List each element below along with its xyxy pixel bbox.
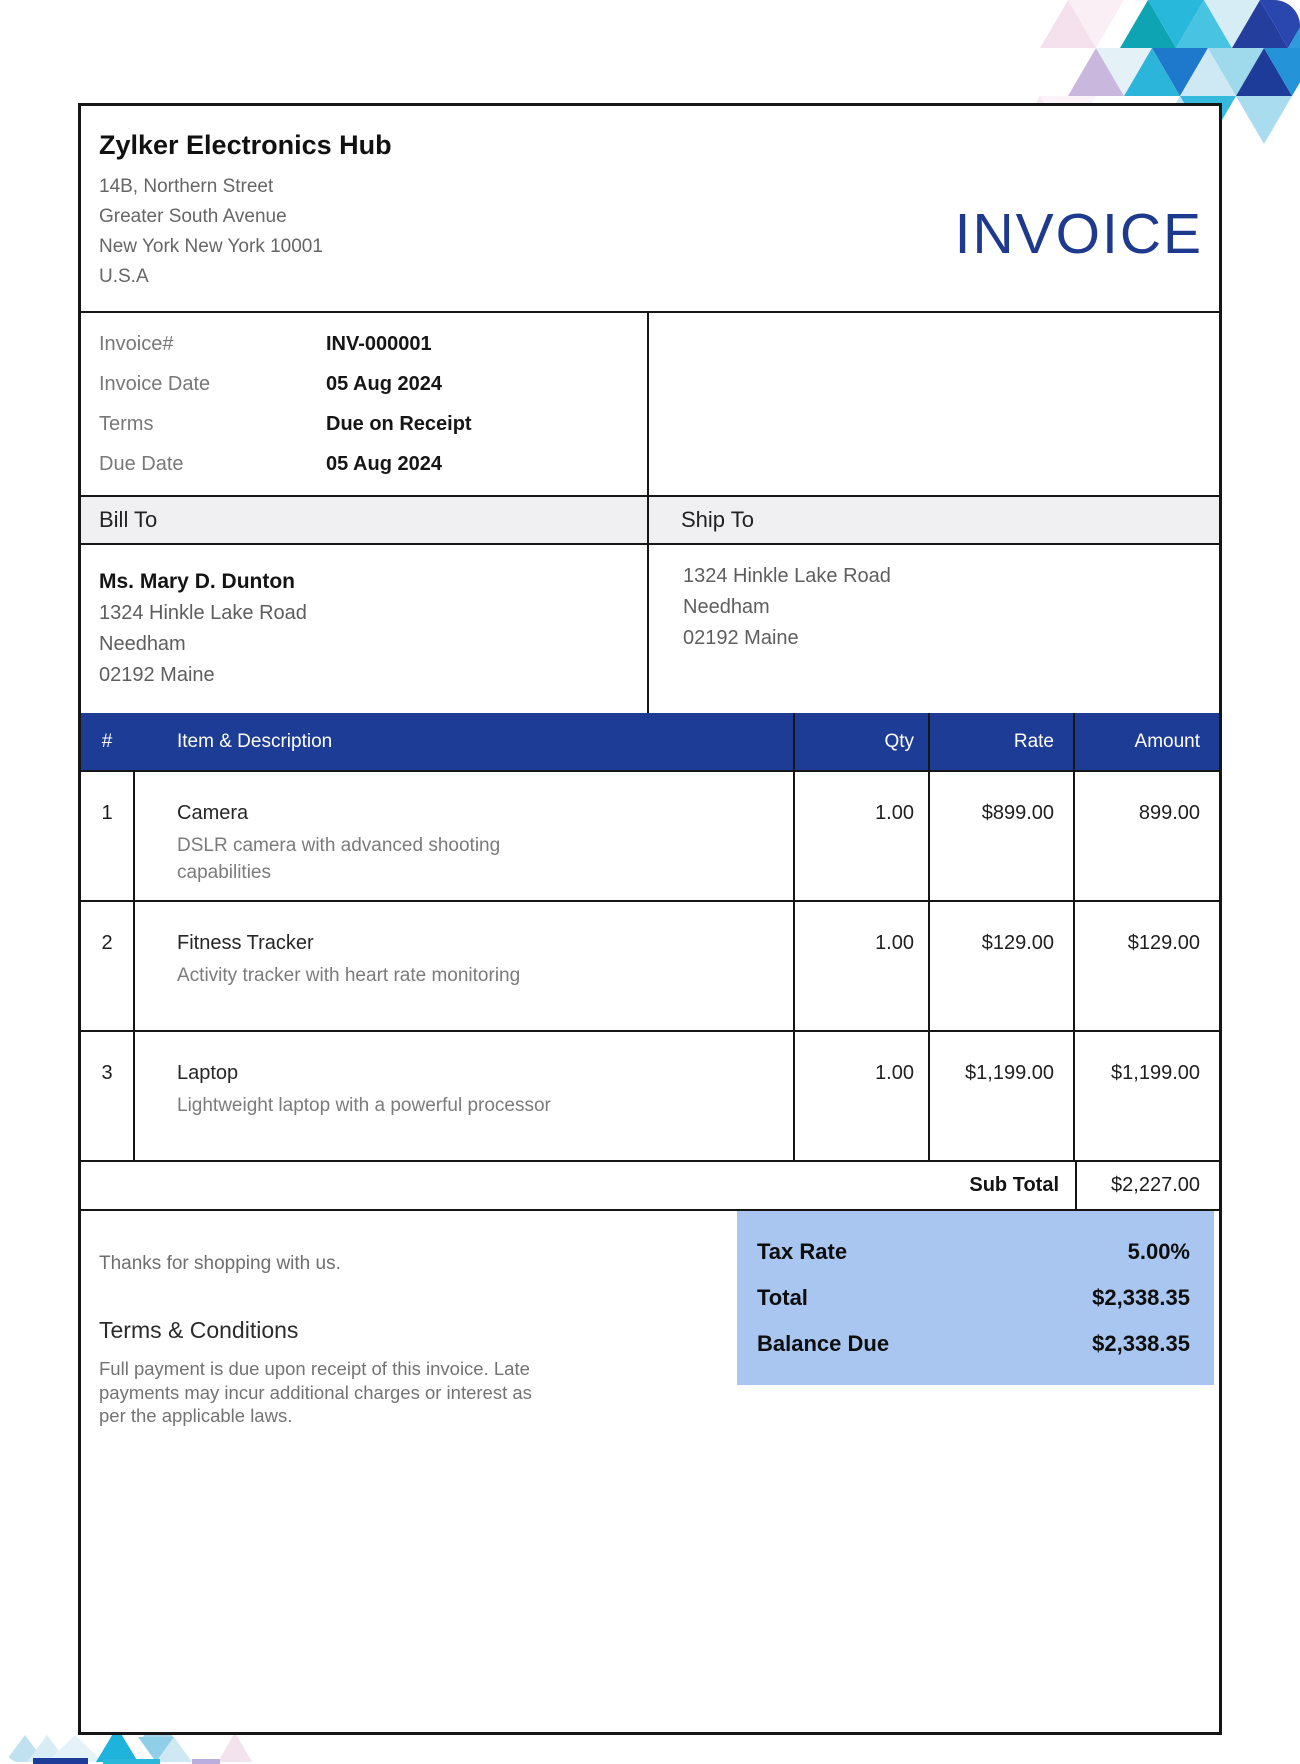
invoice-number-value: INV-000001 xyxy=(326,333,432,355)
tax-rate-value: 5.00% xyxy=(1127,1239,1190,1264)
tax-rate-row xyxy=(757,1229,1190,1275)
column-header-number: # xyxy=(81,713,135,770)
invoice-number-label: Invoice# xyxy=(99,333,174,355)
bill-to-name: Ms. Mary D. Dunton xyxy=(99,570,296,593)
subtotal-value: $2,227.00 xyxy=(1075,1162,1219,1209)
invoice-border-box xyxy=(78,103,1222,1735)
ship-to-address xyxy=(683,561,1219,654)
company-address-line: Greater South Avenue xyxy=(99,206,287,227)
item-row xyxy=(81,902,1219,1032)
column-header-rate: Rate xyxy=(930,713,1075,770)
item-number: 3 xyxy=(81,1032,135,1160)
invoice-date-row xyxy=(99,364,647,404)
company-address-line: 14B, Northern Street xyxy=(99,176,274,197)
invoice-date-value: 05 Aug 2024 xyxy=(326,373,442,395)
item-name: Laptop xyxy=(177,1062,239,1084)
balance-due-label: Balance Due xyxy=(757,1331,890,1356)
due-date-value: 05 Aug 2024 xyxy=(326,453,442,475)
total-label: Total xyxy=(757,1285,808,1310)
item-row xyxy=(81,1032,1219,1162)
item-amount: $129.00 xyxy=(1127,932,1200,954)
item-rate: $129.00 xyxy=(930,902,1075,1030)
item-qty: 1.00 xyxy=(795,902,930,1030)
tax-rate-label: Tax Rate xyxy=(757,1239,848,1264)
item-qty: 1.00 xyxy=(795,772,930,900)
item-description: Lightweight laptop with a powerful processor xyxy=(177,1095,551,1116)
bill-to-address xyxy=(99,598,647,691)
item-description-cell xyxy=(135,1032,795,1160)
empty-details-cell xyxy=(649,313,1219,495)
company-address-line: New York New York 10001 xyxy=(99,236,323,257)
column-header-description: Item & Description xyxy=(135,713,795,770)
item-number: 1 xyxy=(81,772,135,900)
terms-row xyxy=(99,404,647,444)
ship-to-address-line: 1324 Hinkle Lake Road xyxy=(683,565,891,587)
bill-to-address-line: 02192 Maine xyxy=(99,664,215,686)
invoice-details-section xyxy=(81,313,1219,497)
bill-to-address-block xyxy=(81,545,649,713)
subtotal-row xyxy=(81,1162,1219,1211)
item-qty: 1.00 xyxy=(795,1032,930,1160)
terms-value: Due on Receipt xyxy=(326,413,472,435)
bill-to-heading: Bill To xyxy=(81,497,649,543)
ship-to-heading: Ship To xyxy=(649,497,1219,543)
totals-summary-box xyxy=(737,1211,1214,1385)
bill-to-address-line: Needham xyxy=(99,633,186,655)
balance-due-row xyxy=(757,1321,1190,1367)
document-title: INVOICE xyxy=(954,202,1203,266)
balance-due-value: $2,338.35 xyxy=(1092,1331,1190,1356)
invoice-date-label: Invoice Date xyxy=(99,373,211,395)
column-header-amount: Amount xyxy=(1134,731,1200,752)
due-date-row xyxy=(99,444,647,484)
terms-and-conditions-heading: Terms & Conditions xyxy=(99,1317,299,1343)
ship-to-address-line: Needham xyxy=(683,596,770,618)
item-description: DSLR camera with advanced shooting capabilities xyxy=(177,835,501,883)
thanks-note: Thanks for shopping with us. xyxy=(99,1253,341,1274)
item-row xyxy=(81,772,1219,902)
item-rate: $899.00 xyxy=(930,772,1075,900)
item-rate: $1,199.00 xyxy=(930,1032,1075,1160)
due-date-label: Due Date xyxy=(99,453,184,475)
total-row xyxy=(757,1275,1190,1321)
item-description: Activity tracker with heart rate monitoring xyxy=(177,965,521,986)
item-number: 2 xyxy=(81,902,135,1030)
bill-to-address-line: 1324 Hinkle Lake Road xyxy=(99,602,307,624)
item-description-cell xyxy=(135,772,795,900)
item-amount: 899.00 xyxy=(1138,802,1200,824)
ship-to-address-block xyxy=(649,545,1219,713)
invoice-details-cell xyxy=(81,313,649,495)
ship-to-address-line: 02192 Maine xyxy=(683,627,799,649)
invoice-number-row xyxy=(99,324,647,364)
bill-ship-header-band xyxy=(81,497,1219,545)
item-amount: $1,199.00 xyxy=(1111,1062,1200,1084)
company-header-section xyxy=(81,106,1219,313)
item-name: Fitness Tracker xyxy=(177,932,314,954)
company-address-line: U.S.A xyxy=(99,266,149,287)
bill-ship-content-section xyxy=(81,545,1219,713)
total-value: $2,338.35 xyxy=(1092,1285,1190,1310)
item-name: Camera xyxy=(177,802,249,824)
terms-and-conditions-text: Full payment is due upon receipt of this invoice. Late payments may incur additional charges or interest as per the applicable laws. xyxy=(99,1358,532,1426)
column-header-qty: Qty xyxy=(795,713,930,770)
footer-section xyxy=(81,1211,1219,1729)
company-name: Zylker Electronics Hub xyxy=(99,130,392,160)
terms-label: Terms xyxy=(99,413,154,435)
items-table-header xyxy=(81,713,1219,772)
subtotal-label: Sub Total xyxy=(969,1174,1059,1196)
item-description-cell xyxy=(135,902,795,1030)
